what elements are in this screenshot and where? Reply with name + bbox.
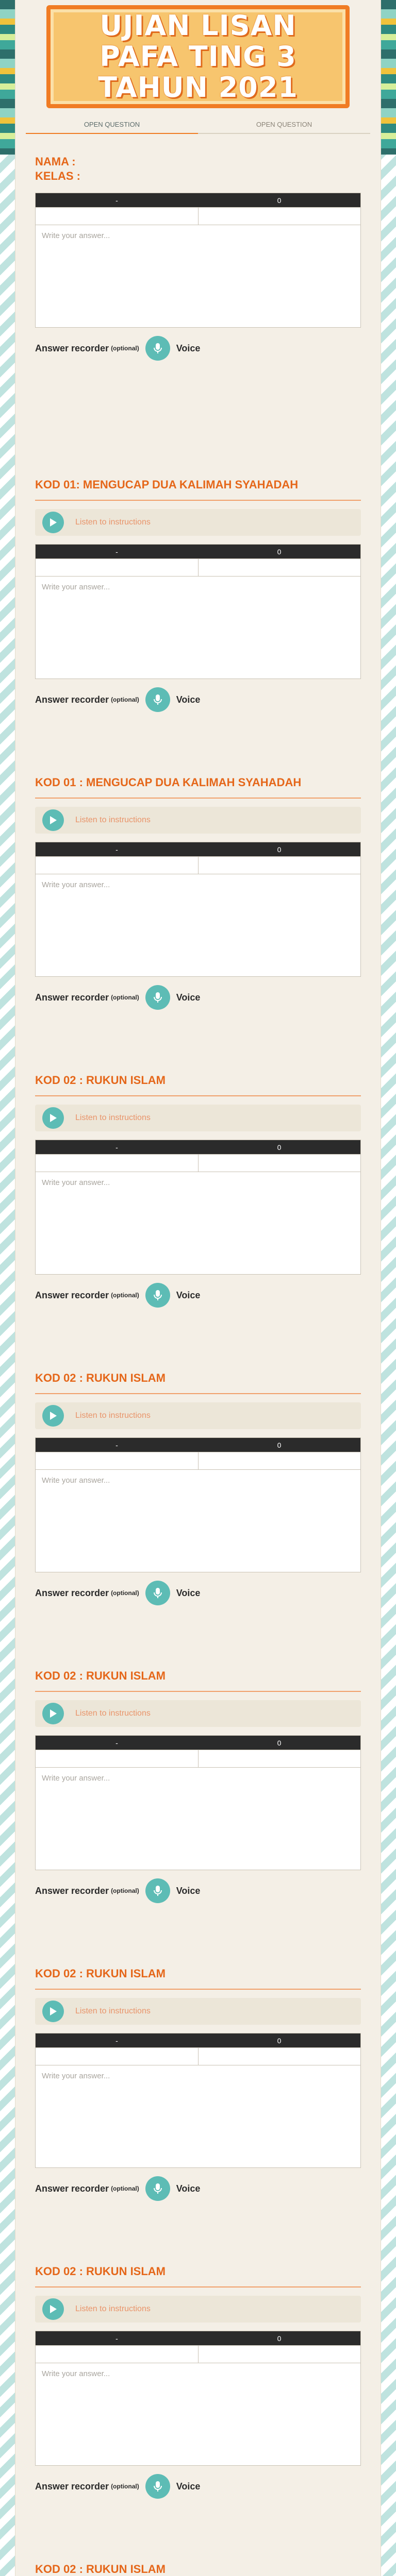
grid-blank-row <box>36 1452 360 1470</box>
grid-header-col-1: - <box>116 548 118 556</box>
play-icon <box>49 2007 57 2016</box>
microphone-icon <box>153 1290 162 1301</box>
answer-recorder <box>35 985 361 1010</box>
worksheet <box>15 0 381 2576</box>
answer-recorder <box>35 1581 361 1605</box>
grid-cell[interactable] <box>199 559 361 576</box>
grid-header-col-1: - <box>116 1441 118 1449</box>
question-section <box>35 2265 361 2499</box>
grid-header-col-2: 0 <box>277 1739 282 1747</box>
listen-instructions-bar <box>35 2296 361 2323</box>
recorder-optional: (optional) <box>111 2483 139 2490</box>
grid-cell[interactable] <box>199 1452 361 1469</box>
play-button[interactable] <box>42 512 64 533</box>
voice-label: Voice <box>176 694 201 705</box>
listen-label: Listen to instructions <box>75 1411 151 1420</box>
grid-cell[interactable] <box>36 2048 199 2065</box>
voice-record-button[interactable] <box>145 1581 170 1605</box>
grid-blank-row <box>36 208 360 225</box>
play-icon <box>49 816 57 825</box>
recorder-optional: (optional) <box>111 1292 139 1299</box>
section-title: KOD 01: MENGUCAP DUA KALIMAH SYAHADAH <box>35 478 361 501</box>
grid-header <box>36 1736 360 1750</box>
answer-input[interactable]: Write your answer... <box>42 231 110 240</box>
microphone-icon <box>153 694 162 705</box>
play-button[interactable] <box>42 809 64 831</box>
answer-input[interactable]: Write your answer... <box>42 1476 110 1485</box>
voice-label: Voice <box>176 1290 201 1300</box>
microphone-icon <box>153 992 162 1003</box>
answer-recorder <box>35 2176 361 2201</box>
listen-instructions-bar <box>35 1998 361 2025</box>
grid-blank-row <box>36 2048 360 2065</box>
voice-label: Voice <box>176 1587 201 1598</box>
section-title: KOD 02 : RUKUN ISLAM <box>35 1669 361 1692</box>
grid-header-col-1: - <box>116 196 118 205</box>
grid-header <box>36 2331 360 2346</box>
tab-open-question-2[interactable]: OPEN QUESTION <box>198 117 370 134</box>
play-icon <box>49 2304 57 2314</box>
listen-instructions-bar <box>35 1105 361 1131</box>
recorder-label: Answer recorder <box>35 694 109 705</box>
page-title: UJIAN LISAN PAFA TING 3 TAHUN 2021 <box>98 9 298 104</box>
question-section <box>35 1669 361 1903</box>
section-title: KOD 01 : MENGUCAP DUA KALIMAH SYAHADAH <box>35 776 361 799</box>
grid-cell[interactable] <box>199 1750 361 1767</box>
listen-label: Listen to instructions <box>75 518 151 527</box>
listen-label: Listen to instructions <box>75 2304 151 2313</box>
voice-label: Voice <box>176 992 201 1003</box>
answer-recorder <box>35 1283 361 1308</box>
question-section <box>35 478 361 712</box>
listen-label: Listen to instructions <box>75 1113 151 1122</box>
grid-header-col-1: - <box>116 2037 118 2045</box>
grid-cell[interactable] <box>36 1155 199 1172</box>
grid-cell[interactable] <box>36 1452 199 1469</box>
listen-label: Listen to instructions <box>75 2007 151 2015</box>
recorder-optional: (optional) <box>111 345 139 352</box>
microphone-icon <box>153 2481 162 2492</box>
student-info <box>35 155 80 183</box>
grid-header-col-1: - <box>116 1739 118 1747</box>
section-title: KOD 02 : RUKUN ISLAM <box>35 1074 361 1096</box>
grid-cell[interactable] <box>36 1750 199 1767</box>
grid-cell[interactable] <box>199 2048 361 2065</box>
grid-cell[interactable] <box>199 2346 361 2363</box>
grid-header-col-2: 0 <box>277 548 282 556</box>
play-button[interactable] <box>42 2001 64 2022</box>
recorder-label: Answer recorder <box>35 992 109 1003</box>
grid-header-col-2: 0 <box>277 1441 282 1449</box>
microphone-icon <box>153 343 162 354</box>
question-section <box>35 1371 361 1605</box>
listen-label: Listen to instructions <box>75 816 151 824</box>
grid-cell[interactable] <box>199 857 361 874</box>
voice-record-button[interactable] <box>145 2176 170 2201</box>
play-icon <box>49 1411 57 1420</box>
play-icon <box>49 518 57 527</box>
microphone-icon <box>153 1587 162 1599</box>
recorder-optional: (optional) <box>111 1589 139 1597</box>
grid-cell[interactable] <box>36 2346 199 2363</box>
recorder-optional: (optional) <box>111 2185 139 2192</box>
voice-label: Voice <box>176 2183 201 2194</box>
grid-header <box>36 545 360 559</box>
recorder-label: Answer recorder <box>35 1290 109 1300</box>
grid-header <box>36 2033 360 2048</box>
grid-cell[interactable] <box>36 208 199 225</box>
grid-cell[interactable] <box>36 559 199 576</box>
question-section <box>35 1967 361 2201</box>
play-button[interactable] <box>42 1405 64 1427</box>
voice-record-button[interactable] <box>145 1283 170 1308</box>
answer-input[interactable]: Write your answer... <box>42 880 110 889</box>
voice-record-button[interactable] <box>145 336 170 361</box>
grid-blank-row <box>36 2346 360 2363</box>
voice-label: Voice <box>176 2481 201 2492</box>
grid-header <box>36 842 360 857</box>
question-section <box>35 776 361 1010</box>
grid-blank-row <box>36 559 360 577</box>
grid-header <box>36 193 360 208</box>
play-button[interactable] <box>42 1703 64 1724</box>
listen-instructions-bar <box>35 1402 361 1429</box>
play-button[interactable] <box>42 2298 64 2320</box>
recorder-label: Answer recorder <box>35 2481 109 2492</box>
answer-recorder <box>35 336 361 361</box>
section-title: KOD 02 : RUKUN ISLAM <box>35 2563 361 2576</box>
grid-header <box>36 1438 360 1452</box>
answer-input[interactable]: Write your answer... <box>42 2369 110 2378</box>
grid-header-col-1: - <box>116 1143 118 1151</box>
answer-grid <box>35 1140 361 1275</box>
question-section <box>35 2563 361 2576</box>
answer-input[interactable]: Write your answer... <box>42 583 110 591</box>
grid-header-col-2: 0 <box>277 196 282 205</box>
question-section <box>35 1074 361 1308</box>
answer-recorder <box>35 1878 361 1903</box>
section-title: KOD 02 : RUKUN ISLAM <box>35 1371 361 1394</box>
grid-header-col-1: - <box>116 845 118 854</box>
answer-grid <box>35 842 361 977</box>
recorder-label: Answer recorder <box>35 2183 109 2194</box>
answer-grid <box>35 1437 361 1572</box>
play-button[interactable] <box>42 1107 64 1129</box>
grid-header-col-2: 0 <box>277 1143 282 1151</box>
listen-instructions-bar <box>35 1700 361 1727</box>
grid-cell[interactable] <box>199 208 361 225</box>
recorder-optional: (optional) <box>111 994 139 1001</box>
voice-record-button[interactable] <box>145 687 170 712</box>
grid-header <box>36 1140 360 1155</box>
answer-recorder <box>35 2474 361 2499</box>
section-title: KOD 02 : RUKUN ISLAM <box>35 2265 361 2287</box>
recorder-label: Answer recorder <box>35 1587 109 1598</box>
answer-input[interactable]: Write your answer... <box>42 1774 110 1783</box>
answer-grid <box>35 1735 361 1870</box>
answer-grid <box>35 2033 361 2168</box>
grid-header-col-2: 0 <box>277 845 282 854</box>
answer-grid <box>35 544 361 679</box>
kelas-label: KELAS : <box>35 170 80 182</box>
recorder-label: Answer recorder <box>35 343 109 353</box>
grid-cell[interactable] <box>36 857 199 874</box>
voice-record-button[interactable] <box>145 2474 170 2499</box>
voice-label: Voice <box>176 343 201 353</box>
nama-label: NAMA : <box>35 155 76 168</box>
voice-record-button[interactable] <box>145 1878 170 1903</box>
title-banner <box>46 5 350 108</box>
answer-recorder <box>35 687 361 712</box>
grid-blank-row <box>36 1750 360 1768</box>
play-icon <box>49 1709 57 1718</box>
listen-instructions-bar <box>35 807 361 834</box>
tab-bar <box>26 117 370 134</box>
info-card <box>35 184 361 361</box>
grid-header-col-2: 0 <box>277 2334 282 2343</box>
answer-input[interactable]: Write your answer... <box>42 2072 110 2080</box>
grid-blank-row <box>36 1155 360 1172</box>
grid-header-col-1: - <box>116 2334 118 2343</box>
section-title: KOD 02 : RUKUN ISLAM <box>35 1967 361 1990</box>
grid-header-col-2: 0 <box>277 2037 282 2045</box>
grid-blank-row <box>36 857 360 874</box>
play-icon <box>49 1113 57 1123</box>
microphone-icon <box>153 2183 162 2194</box>
answer-grid <box>35 2331 361 2466</box>
voice-record-button[interactable] <box>145 985 170 1010</box>
grid-cell[interactable] <box>199 1155 361 1172</box>
listen-instructions-bar <box>35 509 361 536</box>
recorder-label: Answer recorder <box>35 1885 109 1896</box>
voice-label: Voice <box>176 1885 201 1896</box>
info-grid <box>35 193 361 328</box>
listen-label: Listen to instructions <box>75 1709 151 1718</box>
microphone-icon <box>153 1885 162 1896</box>
recorder-optional: (optional) <box>111 1887 139 1894</box>
answer-input[interactable]: Write your answer... <box>42 1178 110 1187</box>
tab-open-question-1[interactable]: OPEN QUESTION <box>26 117 198 134</box>
recorder-optional: (optional) <box>111 696 139 703</box>
